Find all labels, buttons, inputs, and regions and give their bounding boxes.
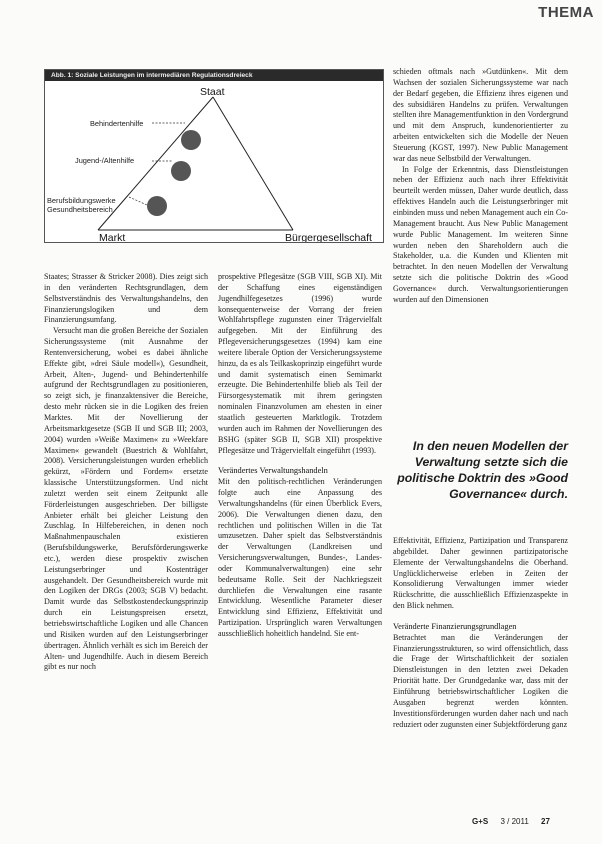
leader-line — [129, 197, 147, 205]
figure — [44, 69, 384, 243]
dot-jugend-altenhilfe — [171, 161, 191, 181]
paragraph: In Folge der Erkenntnis, dass Dienstleistungen neben der Effizienz auch nach ihrer Effektivität beurteilt werden müssen, Daher wurde deutlich, dass effektives Handeln auch die Leistungserbringer mit einbinden muss und neben Management auch ein Co-Management braucht. Aus New Public Management wurde Public Management. Im weiteren Sinne wurden neben den Shareholdern auch die Stakeholder, u.a. die Kunden und Klienten mit betrachtet. In den neuen Modellen der Verwaltung setzte sich die politische Doktrin des »Good Governance« durch. Verwaltungsorientierungen wurden auf den Dimensionen — [393, 164, 568, 304]
paragraph: Versucht man die großen Bereiche der Sozialen Sicherungssysteme (mit Ausnahme der Rentenversicherung, wobei es dabei ähnliche Effekte gibt, »drei Säule modell«), Gesundheit, Arbeit, Alten-, Jugend- und Behindertenhilfe aufgrund der Rechtsgrundlagen zu positionieren, so zeigt sich, je finanzaktensiver die Bereiche, desto mehr rücken sie in die Logiken des freien Marktes. Mit der Novellierung der Arbeitsmarktgesetze (SGB II und SGB III; 2003, 2004) wurden »Weiße Maximen« zu »Weekfare Maximen« gewandelt (Buestrich & Wohlfahrt, 2008). Versicherungsleistungen wurden erheblich gekürzt, »Fördern und Fordern« ersetzte klassische Unterstützungsformen. Und nicht zuletzt werden seit einem Zeitpunkt alle Förderleistungen ausgeschrieben. Der billigste Anbieter erhält bei gleicher Leistung den Zuschlag. In Hilfebereichen, in denen noch Maßnahmenpauschalen existieren (Berufsbildungswerke, Berufsförderungswerke etc.), werden diese prospektiv zwischen Leistungserbringer und Kostenträger ausgehandelt. Der Gesundheitsbereich wurde mit den Logiken der DRGs (2003; SGB V) bedacht. Damit wurde das Selbstkostendeckungsprinzip durch ein Leistungspreisen ersetzt, betriebswirtschaftliche Logiken und alle Chancen und Risiken wurden auf den Leistungserbringer übertragen. Ähnlich verhält es sich im Bereich der Alten- und Jugendhilfe. Auch in diesem Bereich gibt es nur noch — [44, 326, 208, 672]
text-column-3-top — [393, 67, 568, 306]
label-markt: Markt — [99, 232, 126, 242]
label-jugend-altenhilfe: Jugend-/Altenhilfe — [75, 156, 135, 165]
text-column-2 — [218, 272, 382, 640]
figure-caption: Abb. 1: Soziale Leistungen im intermediären Regulationsdreieck — [45, 70, 383, 81]
subheading: Veränderte Finanzierungsgrundlagen — [393, 621, 517, 631]
section-header: THEMA — [538, 4, 594, 21]
page-footer — [472, 817, 560, 826]
issue-number: 3 / 2011 — [500, 817, 529, 826]
subheading: Verändertes Verwaltungshandeln — [218, 466, 328, 476]
paragraph: Staates; Strasser & Stricker 2008). Dies zeigt sich in den veränderten Rechtsgrundlagen, dem Selbstverständnis des Verwaltungshandelns, den Finanzierungslogiken und dem Finanzierungsumfang. — [44, 272, 208, 325]
dot-berufsbildung-gesundheit — [147, 196, 167, 216]
pull-quote: In den neuen Modellen der Verwaltung setzte sich die politische Doktrin des »Good Governance« durch. — [397, 439, 568, 501]
label-berufsbildungswerke: Berufsbildungswerke — [47, 196, 116, 205]
paragraph: schieden oftmals nach »Gutdünken«. Mit dem Wachsen der sozialen Sicherungssysteme war nach der Bedarf gegeben, die Effizienz ihres eigenen und des subsidiären Handelns zu prüfen. Verwaltungen stellten ihre Managementfunktion in den Vordergrund und mit dem Anspruch, kundenorientierter zu arbeiten entwickelten sich die Modelle der Neuen Steuerung (KGST, 1997). New Public Management war das neue Selbstbild der Verwaltungen. — [393, 67, 568, 163]
label-gesundheitsbereich: Gesundheitsbereich — [47, 205, 113, 214]
dot-behindertenhilfe — [181, 130, 201, 150]
paragraph: Betrachtet man die Veränderungen der Finanzierungsstrukturen, so wird offensichtlich, dass die Frage der Wirtschaftlichkeit der sozialen Dienstleistungen in den letzten zwei Dekaden Priorität hatte. Der Grundgedanke war, dass mit der Einführung betriebswirtschaftlicher Logiken die Ausgaben begrenzt werden könnten. Investitionsförderungen wurden daher nach und nach reduziert oder zugunsten einer Subjektförderung ganz — [393, 632, 568, 729]
page-number: 27 — [541, 817, 550, 826]
label-behindertenhilfe: Behindertenhilfe — [90, 119, 144, 128]
triangle-right-edge — [213, 97, 293, 230]
paragraph: prospektive Pflegesätze (SGB VIII, SGB XI). Mit der Schaffung eines eigenständigen Jugendhilfegesetzes (1996) wurde konsequenterweise der Vorrang der freien Wohlfahrtspflege zugunsten einer Trägervielfalt aufgegeben. Mit der Einführung des Pflegeversicherungsgesetzes (1994) kam eine weitere liberale Option der Versicherungssysteme hinzu, da es als Teilkaskoprinzip eingeführt wurde und damit systematisch einen Semimarkt erzeugte. Die Behindertenhilfe blieb als Teil der Fürsorgesystematik mit ihrem geringsten nominalen Finanzvolumen am ehesten in einer staatlich gesteuerten Marktlogik. Trotzdem wurden auch im Rahmen der Novellierungen des BSHG (später SGB II, SGB XII) prospektive Pflegesätze und Trägervielfalt eingeführt (1993). — [218, 272, 382, 455]
journal-name: G+S — [472, 817, 489, 826]
paragraph: Mit den politisch-rechtlichen Veränderungen folgte auch eine Anpassung des Verwaltungshandelns (für einen Überblick Evers, 2006). Die Verwaltungen dienen dazu, den rechtlichen und politischen Willen in die Tat umzusetzen. Daher spielt das Selbstverständnis der Verwaltungen (Landkreisen und Versicherungsverwaltungen, Bundes-, Landes- oder Kommunalverwaltungen) eine sehr bedeutsame Rolle. Seit der Nachkriegszeit durchliefen die Verwaltungen eine rasante Entwicklung. Wesentliche Parameter dieser Entwicklung sind Effizienz, Effektivität und Partizipation. Ursprünglich waren Verwaltungen ausschließlich hoheitlich handelnd. Sie ent- — [218, 477, 382, 638]
text-column-1 — [44, 272, 208, 673]
paragraph: Effektivität, Effizienz, Partizipation und Transparenz abgebildet. Daher gewinnen partizipatorische Elemente der Verwaltungshandelns die Oberhand. Unglücklicherweise erleben in Zeiten der Konsolidierung Verwaltungen immer wieder Rückschritte, die ausschließlich Effizienzaspekte in den Blick nehmen. — [393, 536, 568, 611]
text-column-3-bottom — [393, 536, 568, 730]
regulation-triangle-diagram — [45, 81, 383, 242]
label-staat: Staat — [200, 86, 225, 98]
label-buergergesellschaft: Bürgergesellschaft — [285, 232, 372, 242]
